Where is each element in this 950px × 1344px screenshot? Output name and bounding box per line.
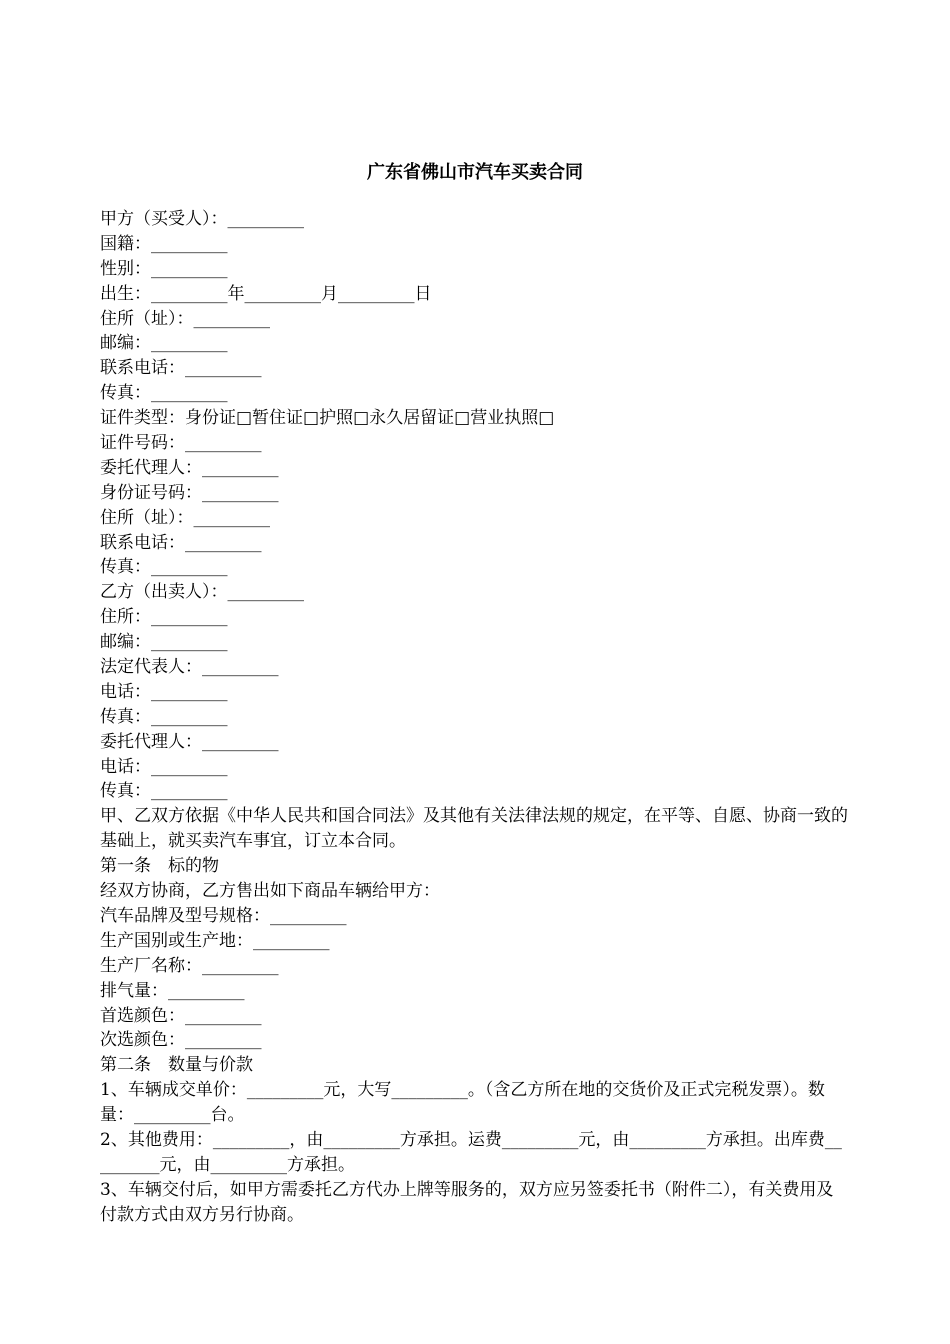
buyer-phone-line: 联系电话：_________ — [100, 358, 262, 379]
document-title: 广东省佛山市汽车买卖合同 — [367, 162, 583, 183]
buyer-address-line: 住所（址）：_________ — [100, 308, 270, 329]
buyer-agent-fax-line: 传真：_________ — [100, 557, 228, 578]
buyer-postcode-line: 邮编：_________ — [100, 333, 228, 354]
article2-heading: 第二条 数量与价款 — [100, 1055, 253, 1076]
vehicle-first-color-line: 首选颜色：_________ — [100, 1005, 262, 1026]
seller-fax-line: 传真：_________ — [100, 706, 228, 727]
buyer-agent-id-line: 身份证号码：_________ — [100, 482, 279, 503]
vehicle-brand-line: 汽车品牌及型号规格：_________ — [100, 905, 347, 926]
buyer-agent-address-line: 住所（址）：_________ — [100, 507, 270, 528]
buyer-fax-line: 传真：_________ — [100, 383, 228, 404]
article2-item: 3、车辆交付后，如甲方需委托乙方代办上牌等服务的，双方应另签委托书（附件二），有关费用及付款方式由双方另行协商。 — [100, 1179, 834, 1225]
article1-heading: 第一条 标的物 — [100, 856, 219, 877]
seller-phone-line: 电话：_________ — [100, 681, 228, 702]
buyer-id-number-line: 证件号码：_________ — [100, 433, 262, 454]
seller-agent-phone-line: 电话：_________ — [100, 756, 228, 777]
buyer-gender-line: 性别：_________ — [100, 258, 228, 279]
article2-item: 2、其他费用：_________，由_________方承担。运费_________元，由_________方承担。出库费_________元，由_________方承担。 — [100, 1130, 842, 1175]
seller-legal-rep-line: 法定代表人：_________ — [100, 657, 279, 678]
vehicle-displacement-line: 排气量：_________ — [100, 980, 245, 1001]
vehicle-second-color-line: 次选颜色：_________ — [100, 1030, 262, 1051]
seller-address-line: 住所：_________ — [100, 607, 228, 628]
seller-postcode-line: 邮编：_________ — [100, 632, 228, 653]
buyer-agent-line: 委托代理人：_________ — [100, 457, 279, 478]
buyer-nationality-line: 国籍：_________ — [100, 233, 228, 254]
buyer-birth-line: 出生：_________年_________月_________日 — [100, 283, 432, 304]
buyer-agent-phone-line: 联系电话：_________ — [100, 532, 262, 553]
buyer-id-type-line: 证件类型：身份证□暂住证□护照□永久居留证□营业执照□ — [100, 408, 555, 429]
article1-line: 经双方协商，乙方售出如下商品车辆给甲方： — [100, 881, 440, 902]
vehicle-manufacturer-line: 生产厂名称：_________ — [100, 955, 279, 976]
buyer-name-line: 甲方（买受人）：_________ — [100, 209, 304, 229]
contract-body — [100, 207, 850, 1228]
article2-item: 1、车辆成交单价：_________元，大写_________。（含乙方所在地的交货价及正式完税发票）。数量：_________台。 — [100, 1080, 825, 1126]
vehicle-origin-line: 生产国别或生产地：_________ — [100, 930, 330, 951]
seller-agent-line: 委托代理人：_________ — [100, 731, 279, 752]
intro-paragraph: 甲、乙双方依据《中华人民共和国合同法》及其他有关法律法规的规定，在平等、自愿、协商一致的基础上，就买卖汽车事宜，订立本合同。 — [100, 806, 848, 852]
seller-agent-fax-line: 传真：_________ — [100, 781, 228, 802]
seller-name-line: 乙方（出卖人）：_________ — [100, 582, 304, 603]
